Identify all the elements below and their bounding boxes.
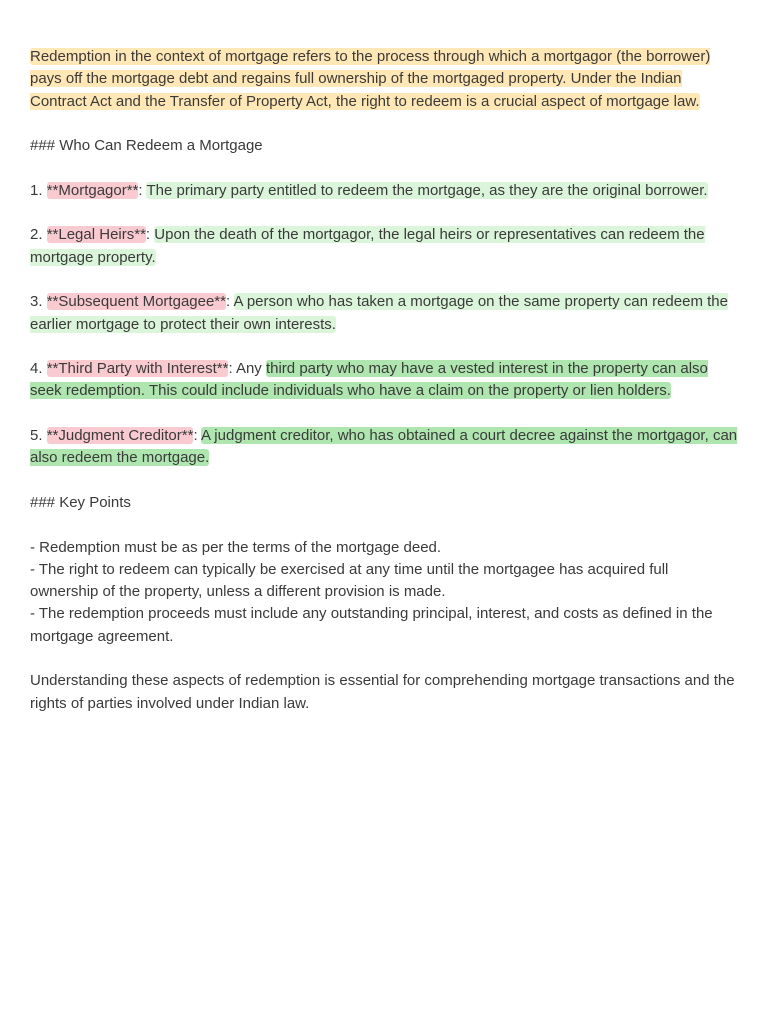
list-item <box>30 425 738 470</box>
list-item <box>30 180 738 202</box>
item-desc-pre: Any <box>235 360 266 378</box>
key-point: - The redemption proceeds must include any outstanding principal, interest, and costs as defined in the mortgage agreement. <box>30 605 713 645</box>
item-term: **Legal Heirs** <box>46 226 146 244</box>
key-point: - The right to redeem can typically be exercised at any time until the mortgagee has acquired full ownership of the property, unless a different provision is made. <box>30 560 669 601</box>
key-point: - Redemption must be as per the terms of the mortgage deed. <box>30 538 442 556</box>
item-sep: : <box>193 427 201 445</box>
item-sep: : <box>145 226 155 244</box>
intro-paragraph <box>30 46 738 113</box>
item-number: 2. <box>30 226 47 244</box>
item-sep: : <box>225 293 234 311</box>
item-term: **Third Party with Interest** <box>46 360 229 378</box>
item-sep: : <box>228 360 236 378</box>
item-desc: A person who has taken a mortgage on the same property can redeem the earlier mortgage to protect their own interests. <box>30 293 728 333</box>
item-desc: Upon the death of the mortgagor, the legal heirs or representatives can redeem the mortgage property. <box>30 226 705 266</box>
conclusion-paragraph: Understanding these aspects of redemption is essential for comprehending mortgage transactions and the rights of parties involved under Indian law. <box>30 672 735 712</box>
item-desc: third party who may have a vested interest in the property can also seek redemption. This could include individuals who have a claim on the property or lien holders. <box>30 360 708 400</box>
item-desc: The primary party entitled to redeem the mortgage, as they are the original borrower. <box>146 181 708 199</box>
key-points-list <box>30 537 738 648</box>
list-item <box>30 358 738 403</box>
item-term: **Mortgagor** <box>46 181 139 199</box>
list-item <box>30 224 738 269</box>
item-number: 5. <box>30 427 47 445</box>
key-points-heading: ### Key Points <box>30 493 131 511</box>
item-number: 1. <box>30 181 47 199</box>
item-term: **Judgment Creditor** <box>46 427 194 445</box>
item-sep: : <box>138 181 147 199</box>
list-item <box>30 291 738 336</box>
intro-highlight: Redemption in the context of mortgage refers to the process through which a mortgagor (the borrower) pays off the mortgage debt and regains full ownership of the mortgaged property. Under the Indian Contract Act and the Transfer of Property Act, the right to redeem is a crucial aspect of mortgage law. <box>30 48 711 110</box>
who-heading: ### Who Can Redeem a Mortgage <box>30 137 263 155</box>
item-number: 4. <box>30 360 47 378</box>
item-number: 3. <box>30 293 47 311</box>
item-desc: A judgment creditor, who has obtained a court decree against the mortgagor, can also redeem the mortgage. <box>30 427 738 467</box>
item-term: **Subsequent Mortgagee** <box>46 293 226 311</box>
